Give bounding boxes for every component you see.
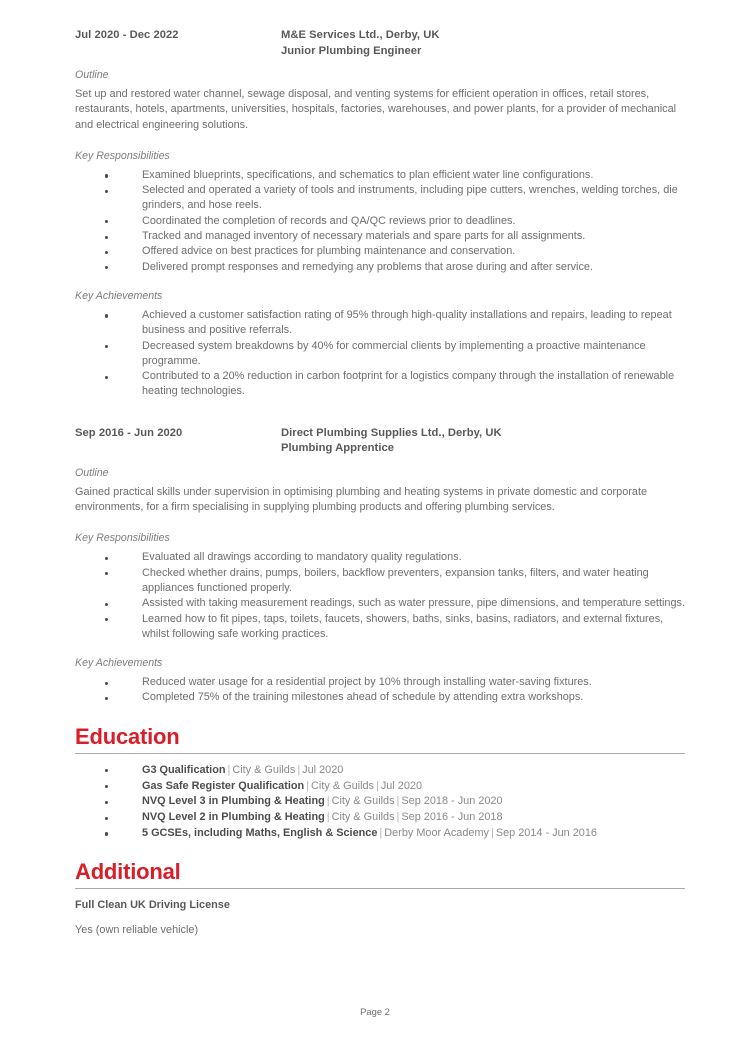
list-item: Coordinated the completion of records and QA/QC reviews prior to deadlines.	[75, 214, 685, 229]
responsibilities-list	[75, 168, 685, 275]
list-item: Delivered prompt responses and remedying any problems that arose during and after service.	[75, 260, 685, 275]
achievements-list	[75, 675, 685, 706]
education-dates: Jul 2020	[380, 779, 423, 792]
experience-dates: Jul 2020 - Dec 2022	[75, 29, 179, 41]
list-item: Completed 75% of the training milestones ahead of schedule by attending extra workshops.	[75, 690, 685, 705]
list-item: Achieved a customer satisfaction rating of 95% through high-quality installations and repairs, leading to repeat business and positive referrals.	[75, 308, 685, 339]
education-separator: |	[490, 826, 494, 839]
list-item: Examined blueprints, specifications, and schematics to plan efficient water line configurations.	[75, 168, 685, 183]
list-item: Tracked and managed inventory of necessary materials and spare parts for all assignments.	[75, 229, 685, 244]
experience-company: Direct Plumbing Supplies Ltd., Derby, UK	[281, 426, 502, 439]
achievements-label: Key Achievements	[75, 657, 163, 670]
experience-entry	[75, 28, 685, 400]
education-degree: Gas Safe Register Qualification	[142, 779, 305, 792]
section-divider	[75, 888, 685, 889]
education-separator: |	[326, 795, 330, 808]
education-institution: City & Guilds	[311, 779, 374, 792]
list-item	[75, 810, 685, 825]
education-separator: |	[396, 795, 400, 808]
education-section	[75, 724, 685, 841]
section-title-education: Education	[75, 723, 180, 749]
list-item: Learned how to fit pipes, taps, toilets, faucets, showers, baths, sinks, basins, radiators, and external fixtures, whilst following safe working practices.	[75, 612, 685, 643]
list-item	[75, 763, 685, 778]
education-separator: |	[227, 763, 231, 776]
section-divider	[75, 753, 685, 754]
education-separator: |	[396, 811, 400, 824]
list-item: Reduced water usage for a residential project by 10% through installing water-saving fixtures.	[75, 675, 685, 690]
achievements-list	[75, 308, 685, 400]
list-item: Evaluated all drawings according to mandatory quality regulations.	[75, 550, 685, 565]
experience-role: Junior Plumbing Engineer	[281, 44, 422, 57]
list-item: Decreased system breakdowns by 40% for commercial clients by implementing a proactive maintenance programme.	[75, 339, 685, 370]
page-footer: Page 2	[360, 1006, 390, 1017]
education-dates: Sep 2014 - Jun 2016	[495, 826, 597, 839]
experience-dates: Sep 2016 - Jun 2020	[75, 426, 183, 439]
responsibilities-label: Key Responsibilities	[75, 532, 170, 545]
list-item: Assisted with taking measurement readings, such as water pressure, pipe dimensions, and temperature settings.	[75, 596, 685, 611]
education-dates: Sep 2016 - Jun 2018	[401, 811, 503, 824]
achievements-label: Key Achievements	[75, 289, 163, 302]
responsibilities-list	[75, 550, 685, 642]
experience-company: M&E Services Ltd., Derby, UK	[281, 29, 440, 41]
list-item: Checked whether drains, pumps, boilers, backflow preventers, expansion tanks, filters, and water heating appliances functioned properly.	[75, 566, 685, 597]
education-degree: 5 GCSEs, including Maths, English & Science	[142, 826, 378, 839]
experience-employer-block	[281, 426, 685, 457]
experience-header	[75, 28, 685, 59]
education-institution: Derby Moor Academy	[384, 826, 489, 839]
education-separator: |	[306, 779, 310, 792]
outline-text: Gained practical skills under supervision in optimising plumbing and heating systems in private domestic and corporate environments, for a firm specialising in supplying plumbing products and offering plumbing services.	[75, 485, 648, 514]
additional-label: Full Clean UK Driving License	[75, 899, 230, 912]
education-list	[75, 763, 685, 841]
responsibilities-label: Key Responsibilities	[75, 149, 170, 162]
outline-text: Set up and restored water channel, sewage disposal, and venting systems for efficient operation in offices, retail stores, restaurants, hotels, apartments, universities, hospitals, factories, warehouses, and power plants, for a provider of mechanical and electrical engineering solutions.	[75, 88, 677, 131]
section-title-additional: Additional	[75, 859, 181, 885]
list-item	[75, 779, 685, 794]
list-item	[75, 794, 685, 809]
list-item: Selected and operated a variety of tools and instruments, including pipe cutters, wrenches, welding torches, die grinders, and hose reels.	[75, 183, 685, 214]
additional-section	[75, 859, 685, 938]
experience-entry	[75, 426, 685, 706]
experience-role: Plumbing Apprentice	[281, 442, 395, 455]
outline-label: Outline	[75, 466, 109, 479]
education-institution: City & Guilds	[331, 795, 395, 808]
list-item: Offered advice on best practices for plumbing maintenance and conservation.	[75, 244, 685, 259]
education-separator: |	[326, 811, 330, 824]
education-degree: NVQ Level 2 in Plumbing & Heating	[142, 811, 325, 824]
education-degree: NVQ Level 3 in Plumbing & Heating	[142, 795, 325, 808]
education-degree: G3 Qualification	[142, 763, 226, 776]
education-separator: |	[297, 763, 301, 776]
education-separator: |	[376, 779, 379, 792]
education-institution: City & Guilds	[331, 811, 395, 824]
experience-header	[75, 426, 685, 457]
education-institution: City & Guilds	[232, 763, 296, 776]
education-dates: Jul 2020	[302, 763, 344, 776]
education-dates: Sep 2018 - Jun 2020	[401, 795, 503, 808]
list-item	[75, 826, 685, 841]
education-separator: |	[379, 826, 383, 839]
list-item: Contributed to a 20% reduction in carbon footprint for a logistics company through the installation of renewable heating technologies.	[75, 369, 685, 400]
additional-value: Yes (own reliable vehicle)	[75, 923, 199, 936]
experience-employer-block	[281, 28, 685, 59]
outline-label: Outline	[75, 69, 109, 81]
